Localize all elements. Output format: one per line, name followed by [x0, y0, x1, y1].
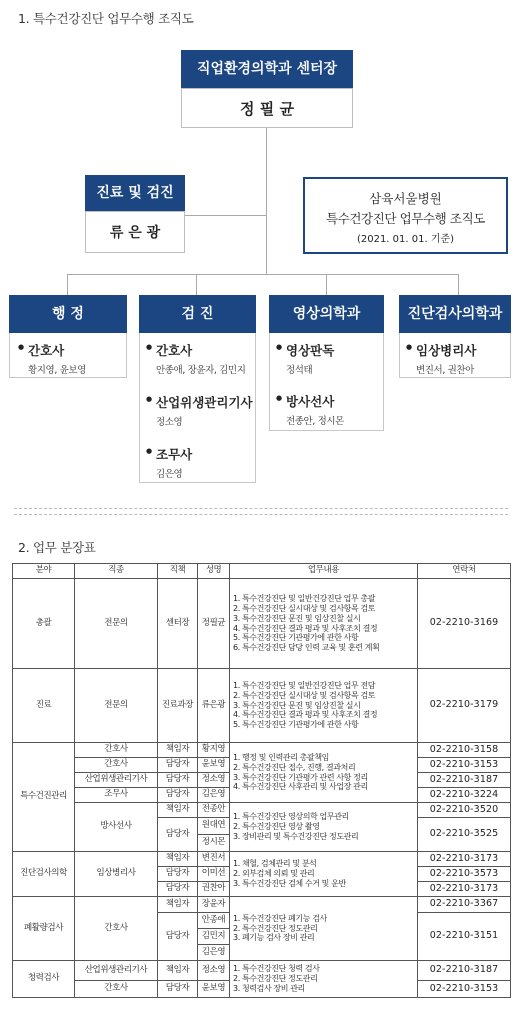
job-cell: 산업위생관리기사: [75, 773, 158, 788]
phone-cell: 02-2210-3153: [418, 981, 511, 998]
table-row: [13, 803, 511, 818]
phone-cell: 02-2210-3179: [418, 669, 511, 743]
field-cell: 진단검사의학: [13, 852, 75, 897]
name-cell: 권찬아: [198, 882, 230, 897]
duty-line: 5. 특수건강진단 기관평가에 관한 사항: [233, 720, 359, 730]
duty-line: 2. 특수건강진단 영상 촬영: [233, 822, 320, 832]
clinic-title: 진료 및 검진: [85, 175, 185, 211]
phone-cell: 02-2210-3187: [418, 773, 511, 788]
connector-drop-2: [196, 274, 197, 295]
connector-sub: [185, 215, 266, 216]
duty-line: 3. 특수건강진단 기관평가 관련 사항 정리: [233, 772, 368, 782]
name-cell: 정필균: [198, 579, 230, 669]
phone-cell: 02-2210-3169: [418, 579, 511, 669]
duty-line: 4. 특수건강진단 사후관리 및 사업장 관리: [233, 782, 368, 792]
duty-line: 3. 청력검사 장비 관리: [233, 983, 305, 993]
field-cell: 청력검사: [13, 961, 75, 998]
duty-line: 6. 특수건강진단 담당 인력 교육 및 훈련 계획: [233, 643, 380, 652]
position-cell: 담당자: [158, 913, 198, 961]
field-cell: 특수건진관리: [13, 743, 75, 852]
job-cell: 방사선사: [75, 803, 158, 852]
dept-admin-title: 행 정: [9, 295, 127, 333]
role-label: ● 조무사: [146, 445, 255, 463]
role-names: 정소영: [156, 417, 183, 428]
duty-line: 1. 특수건강진단 폐기능 검사: [233, 913, 327, 923]
section1-title: 1. 특수건강진단 업무수행 조직도: [18, 11, 194, 26]
duty-cell: [230, 897, 418, 961]
name-cell: 정소영: [198, 773, 230, 788]
phone-cell: 02-2210-3525: [418, 818, 511, 852]
duty-line: 3. 특수건강진단 문진 및 임상진찰 실시: [233, 613, 361, 623]
job-cell: 간호사: [75, 743, 158, 758]
name-cell: 정소영: [198, 961, 230, 981]
role-names: 정석태: [286, 365, 313, 376]
header-cell: 직책: [158, 564, 198, 579]
name-cell: 윤보영: [198, 981, 230, 998]
role-label: ● 임상병리사: [406, 341, 510, 359]
duty-line: 1. 특수건강진단 및 일반건강진단 업무 총괄: [233, 594, 376, 604]
field-cell: 총괄: [13, 579, 75, 669]
job-cell: 간호사: [75, 897, 158, 961]
phone-cell: 02-2210-3367: [418, 897, 511, 913]
director-title: 직업환경의학과 센터장: [181, 50, 353, 88]
role-names: 안종애, 장윤자, 김민지: [156, 365, 246, 376]
duty-cell: [230, 579, 418, 669]
position-cell: 담당자: [158, 818, 198, 852]
connector-drop-1: [67, 274, 68, 295]
dept-radiology-title: 영상의학과: [269, 295, 384, 333]
name-cell: 정시몬: [198, 835, 230, 852]
job-cell: 전문의: [75, 579, 158, 669]
phone-cell: 02-2210-3520: [418, 803, 511, 818]
duty-line: 3. 장비관리 및 특수건강진단 정도관리: [233, 831, 359, 841]
divider: [14, 508, 508, 509]
duty-line: 2. 특수건강진단 정도관리: [233, 974, 318, 984]
position-cell: 담당자: [158, 773, 198, 788]
job-cell: 간호사: [75, 758, 158, 773]
connector-vertical: [266, 128, 267, 274]
position-cell: 담당자: [158, 867, 198, 882]
duty-line: 4. 특수건강진단 결과 평과 및 사후조치 결정: [233, 710, 378, 720]
duty-line: 1. 특수건강진단 영상의학 업무관리: [233, 812, 349, 822]
field-cell: 진료: [13, 669, 75, 743]
phone-cell: 02-2210-3173: [418, 882, 511, 897]
duty-line: 1. 특수건강진단 청력 검사: [233, 964, 320, 974]
duty-line: 3. 특수건강진단 문진 및 임상진찰 실시: [233, 700, 361, 710]
phone-cell: 02-2210-3153: [418, 758, 511, 773]
duty-line: 4. 특수건강진단 결과 평과 및 사후조치 결정: [233, 623, 378, 633]
role-label: ● 영상판독: [276, 341, 383, 359]
phone-cell: 02-2210-3573: [418, 867, 511, 882]
role-label: ● 산업위생관리기사: [146, 393, 255, 411]
position-cell: 책임자: [158, 803, 198, 818]
table-row: [13, 897, 511, 913]
dept-checkup-body: [139, 333, 256, 483]
header-cell: 분야: [13, 564, 75, 579]
position-cell: 담당자: [158, 981, 198, 998]
duty-cell: [230, 961, 418, 998]
dept-radiology-body: [269, 333, 384, 431]
position-cell: 책임자: [158, 897, 198, 913]
duty-cell: [230, 803, 418, 852]
table-row: [13, 852, 511, 867]
phone-cell: 02-2210-3158: [418, 743, 511, 758]
role-names: 김은영: [156, 469, 183, 480]
duty-line: 2. 특수건강진단 정도관리: [233, 923, 318, 933]
clinic-name: 류 은 광: [85, 211, 185, 253]
dept-lab-title: 진단검사의학과: [399, 295, 511, 333]
table-row: [13, 669, 511, 743]
name-cell: 변진서: [198, 852, 230, 867]
name-cell: 황지영: [198, 743, 230, 758]
field-cell: 폐활량검사: [13, 897, 75, 961]
duty-line: 5. 특수건강진단 기관평가에 관한 사항: [233, 633, 359, 643]
name-cell: 전종안: [198, 803, 230, 818]
phone-cell: 02-2210-3151: [418, 913, 511, 961]
position-cell: 담당자: [158, 788, 198, 803]
table-header-row: [13, 564, 511, 579]
position-cell: 담당자: [158, 882, 198, 897]
director-name: 정 필 균: [181, 88, 353, 128]
duty-line: 2. 특수건강진단 실시대상 및 검사항목 검토: [233, 690, 376, 700]
job-cell: 임상병리사: [75, 852, 158, 897]
dept-admin-body: [9, 333, 127, 378]
job-cell: 간호사: [75, 981, 158, 998]
role-names: 전종안, 정시몬: [286, 416, 344, 427]
name-cell: 김민지: [198, 929, 230, 945]
header-cell: 업무내용: [230, 564, 418, 579]
duty-cell: [230, 743, 418, 803]
position-cell: 책임자: [158, 743, 198, 758]
name-cell: 류은광: [198, 669, 230, 743]
org-info-box: [303, 177, 508, 254]
hospital-name: 삼육서울병원: [369, 191, 442, 206]
connector-horizontal: [67, 274, 458, 275]
job-cell: 조무사: [75, 788, 158, 803]
name-cell: 김은영: [198, 945, 230, 961]
org-chart-label: 특수건강진단 업무수행 조직도: [326, 211, 485, 226]
duty-line: 2. 외부검체 의뢰 및 관리: [233, 869, 315, 879]
header-cell: 성명: [198, 564, 230, 579]
position-cell: 책임자: [158, 961, 198, 981]
table-row: [13, 961, 511, 981]
divider: [14, 514, 508, 515]
position-cell: 진료과장: [158, 669, 198, 743]
role-names: 황지영, 윤보영: [28, 365, 86, 376]
position-cell: 센터장: [158, 579, 198, 669]
name-cell: 윤보영: [198, 758, 230, 773]
position-cell: 담당자: [158, 758, 198, 773]
role-names: 변진서, 권찬아: [416, 365, 474, 376]
duty-cell: [230, 852, 418, 897]
name-cell: 원대연: [198, 818, 230, 835]
connector-drop-3: [326, 274, 327, 295]
role-label: ● 간호사: [146, 341, 255, 359]
duty-line: 2. 특수건강진단 접수, 진행, 결과처리: [233, 762, 356, 772]
connector-drop-4: [458, 274, 459, 295]
duty-line: 3. 폐기능 검사 장비 관리: [233, 933, 315, 943]
duty-table: [12, 563, 511, 998]
duty-cell: [230, 669, 418, 743]
position-cell: 책임자: [158, 852, 198, 867]
duty-line: 1. 행정 및 인력관리 총괄책임: [233, 753, 330, 762]
phone-cell: 02-2210-3187: [418, 961, 511, 981]
duty-line: 1. 특수건강진단 및 일반건강진단 업무 전담: [233, 681, 376, 691]
duty-line: 3. 특수건강진단 검체 수거 및 운반: [233, 878, 346, 888]
dept-checkup-title: 검 진: [139, 295, 256, 333]
job-cell: 산업위생관리기사: [75, 961, 158, 981]
phone-cell: 02-2210-3224: [418, 788, 511, 803]
table-row: [13, 579, 511, 669]
name-cell: 이미선: [198, 867, 230, 882]
duty-line: 1. 채혈, 검체관리 및 분석: [233, 859, 317, 869]
reference-date: (2021. 01. 01. 기준): [356, 234, 455, 245]
phone-cell: 02-2210-3173: [418, 852, 511, 867]
table-row: [13, 743, 511, 758]
duty-line: 2. 특수건강진단 실시대상 및 검사항목 검토: [233, 604, 376, 613]
role-label: ● 간호사: [18, 341, 126, 359]
section2-title: 2. 업무 분장표: [18, 540, 96, 555]
role-label: ● 방사선사: [276, 392, 383, 410]
name-cell: 안종애: [198, 913, 230, 929]
job-cell: 전문의: [75, 669, 158, 743]
dept-lab-body: [399, 333, 511, 378]
header-cell: 연락처: [418, 564, 511, 579]
header-cell: 직종: [75, 564, 158, 579]
name-cell: 장윤자: [198, 897, 230, 913]
name-cell: 김은영: [198, 788, 230, 803]
